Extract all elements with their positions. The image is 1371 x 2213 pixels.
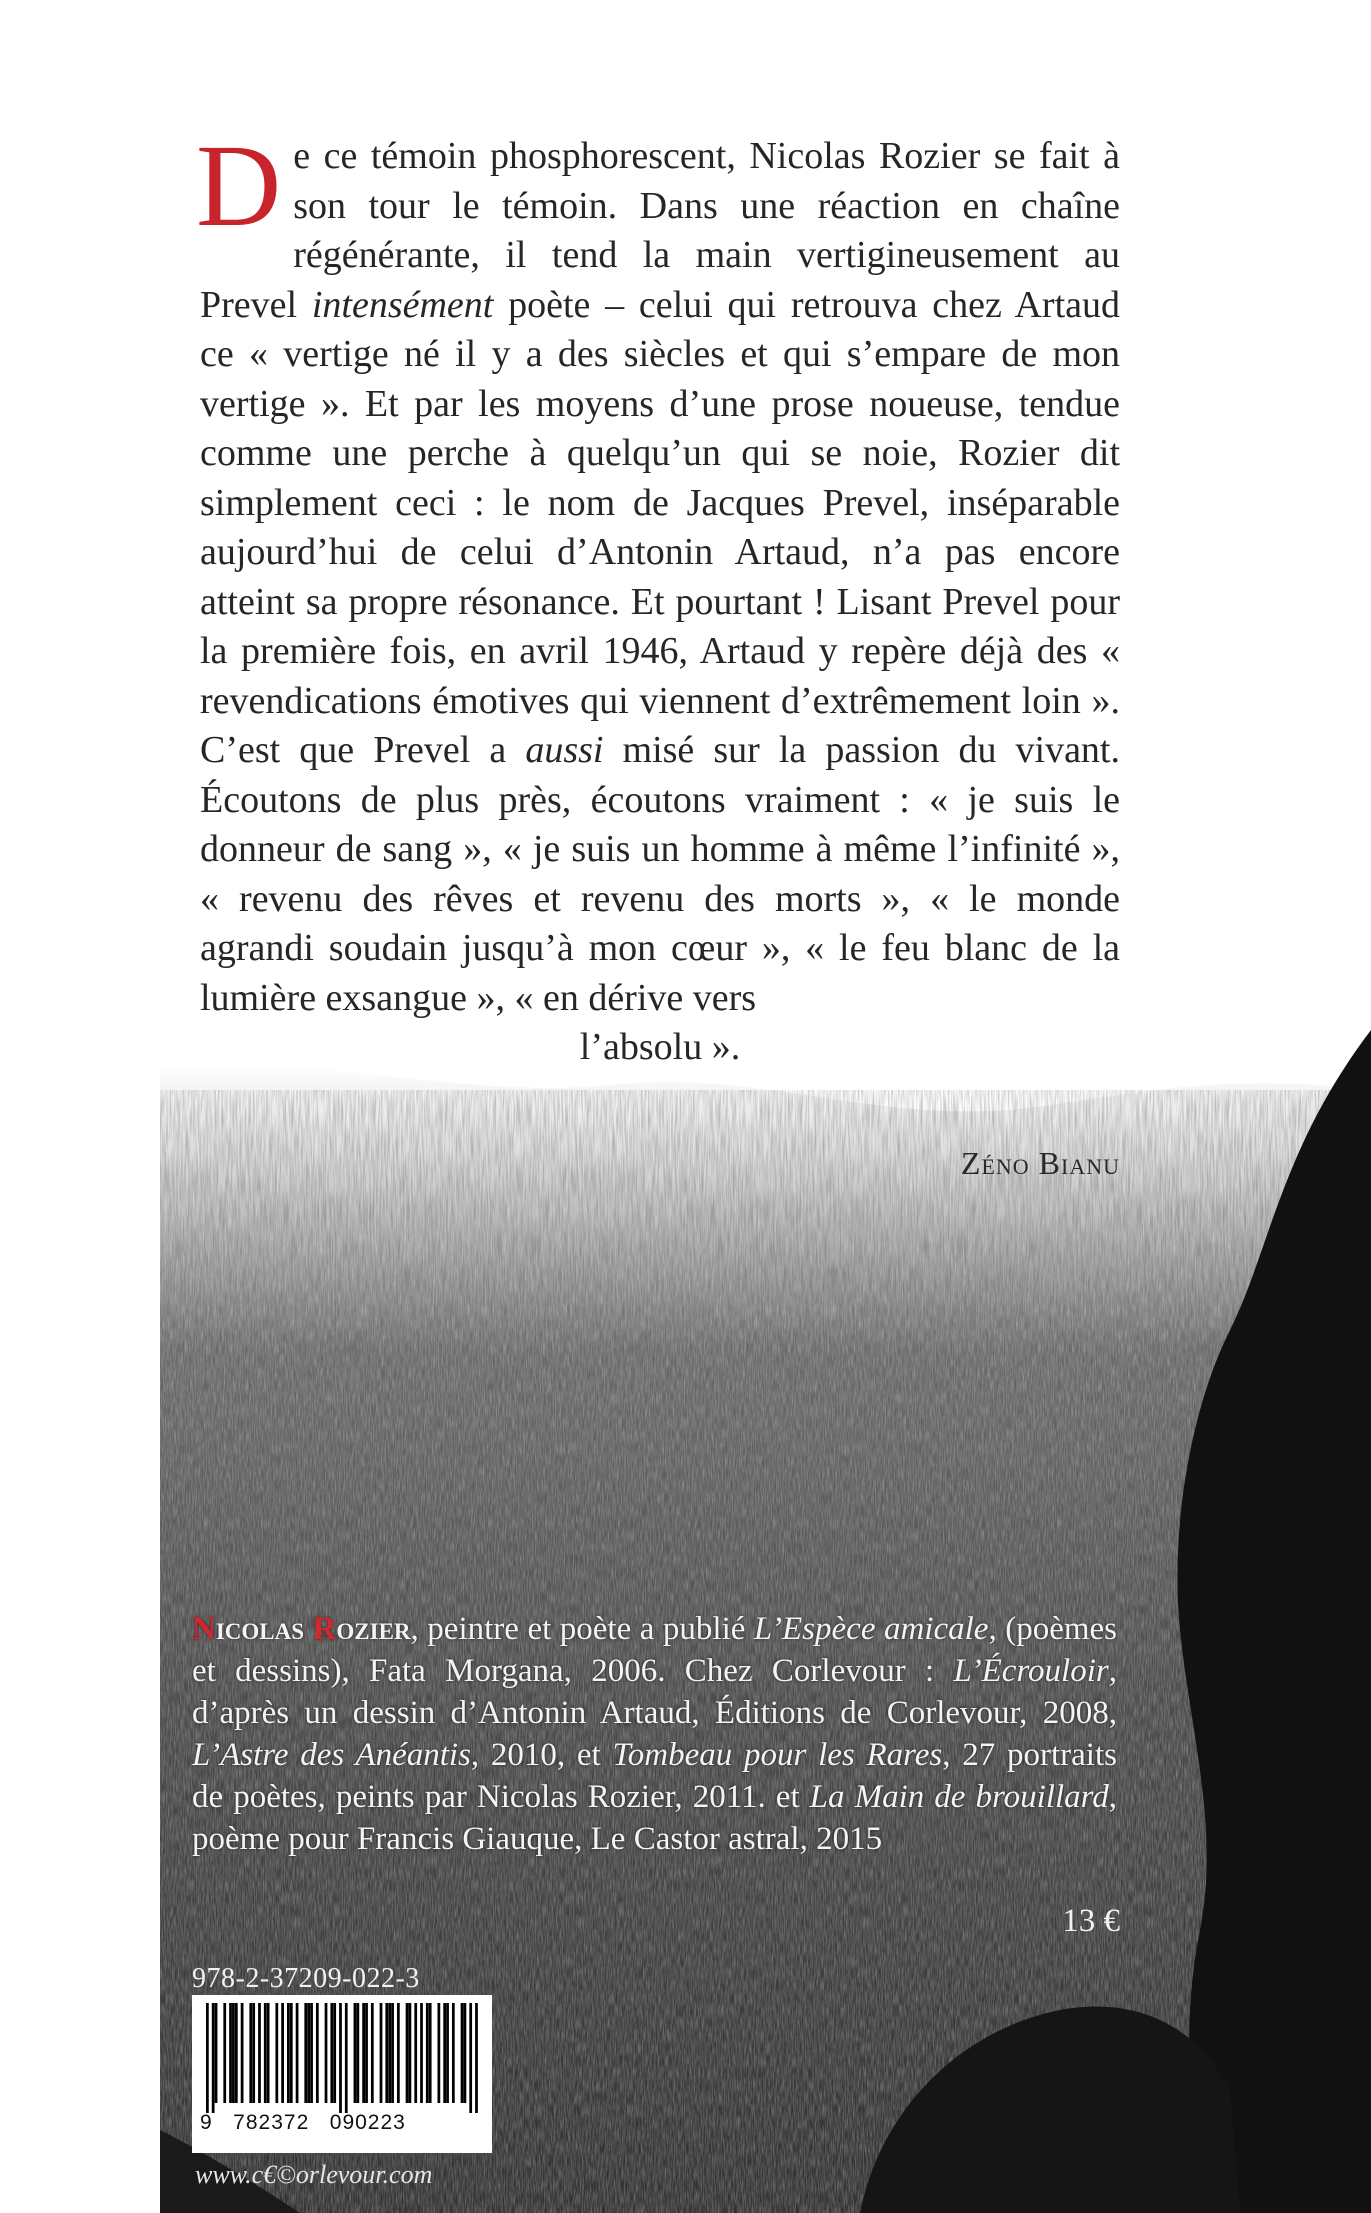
barcode-bar [206, 2003, 209, 2113]
barcode-bar [316, 2003, 319, 2103]
barcode-bar [388, 2003, 391, 2103]
isbn-number: 978-2-37209-022-3 [192, 1963, 420, 1994]
price: 13 € [1062, 1903, 1120, 1939]
barcode-bar [475, 2003, 478, 2113]
quote-segment-italic: intensément [311, 283, 494, 326]
bio-segment: , 2010, et [470, 1737, 613, 1773]
quote-text-block [196, 120, 1120, 1073]
barcode-bar [339, 2003, 342, 2113]
barcode-bar [371, 2003, 374, 2103]
barcode-bar [391, 2003, 394, 2103]
barcode-bar [223, 2003, 226, 2103]
quote-segment: e ce témoin phosphorescent, Nicolas Rozier se fait à son tour le témoin. Dans une réaction en chaîne régénérante, il tend la main vertigineusement au Prevel [200, 135, 1120, 326]
barcode-bar [249, 2003, 252, 2103]
drop-cap: D [196, 120, 282, 251]
barcode-bar [281, 2003, 284, 2103]
barcode-bar [461, 2003, 464, 2103]
barcode-bar [287, 2003, 290, 2103]
barcode-bar [446, 2003, 449, 2103]
barcode-bar [232, 2003, 235, 2103]
barcode-bar [275, 2003, 278, 2103]
bio-segment: , (poèmes et dessins), Fata Morgana, 2006. Chez Corlevour : [192, 1611, 1118, 1689]
barcode-bar [420, 2003, 423, 2103]
barcode-bar [307, 2003, 310, 2103]
barcode-bar [437, 2003, 440, 2103]
barcode-bar [304, 2003, 307, 2103]
barcode-bar [310, 2003, 313, 2103]
barcode-bars [206, 2003, 478, 2113]
name-initial: R [312, 1611, 337, 1647]
author-name [192, 1611, 411, 1647]
barcode-bar [252, 2003, 255, 2103]
name-initial: N [192, 1611, 216, 1647]
barcode-bar [354, 2003, 357, 2103]
bio-title: Tombeau pour les Rares [612, 1737, 943, 1773]
barcode-bar [452, 2003, 455, 2103]
quote-segment-italic: aussi [525, 729, 604, 771]
barcode-bar [429, 2003, 432, 2103]
bio-title: L’Astre des Anéantis [192, 1737, 471, 1773]
barcode-bar [356, 2003, 359, 2103]
bio-title: L’Écrouloir [953, 1653, 1109, 1689]
barcode-bar [409, 2003, 412, 2103]
barcode-bar [380, 2003, 383, 2103]
barcode-bar [264, 2003, 267, 2103]
barcode-bar [414, 2003, 417, 2103]
barcode-bar [469, 2003, 472, 2113]
barcode-bar [385, 2003, 388, 2103]
barcode-bar [267, 2003, 270, 2103]
quote-segment: poète – celui qui retrouva chez Artaud ce « vertige né il y a des siècles et qui s’empare de mon vertige ». Et par les moyens d’une prose noueuse, tendue comme une perche à quelqu’un qui se noie, Rozier dit simplement ceci : le nom de Jacques Prevel, inséparable aujourd’hui de celui d’Antonin Artaud, n’a pas encore atteint sa propre résonance. Et pourtant ! Lisant Prevel pour la première fois, en avril 1946, Artaud y repère déjà des « revendications émotives qui viennent d’extrêmement loin ». C’est que Prevel a [200, 283, 1120, 771]
bio-segment: , 27 portraits de poètes, peints par Nicolas Rozier, 2011. et [192, 1737, 1117, 1815]
barcode-bar [443, 2003, 446, 2103]
barcode-bar [212, 2003, 215, 2113]
barcode-bar [229, 2003, 232, 2103]
barcode-bar [362, 2003, 365, 2103]
barcode-bar [241, 2003, 244, 2103]
quote-signature: Zéno Bianu [960, 1145, 1120, 1181]
quote-segment: misé sur la passion du vivant. Écoutons de plus près, écoutons vraiment : « je suis le donneur de sang », « je suis un homme à même l’infinité », « revenu des rêves et revenu des morts », « le monde agrandi soudain jusqu’à mon cœur », « le feu blanc de la lumière exsangue », « en dérive vers [200, 729, 1120, 1019]
barcode-bar [258, 2003, 261, 2103]
barcode-bar [333, 2003, 336, 2103]
bio-title: La Main de brouillard [809, 1779, 1109, 1815]
barcode-bar [235, 2003, 238, 2103]
quote-paragraph [196, 120, 1120, 1023]
barcode-bar [325, 2003, 328, 2103]
publisher-website: www.c€©orlevour.com [195, 2160, 433, 2189]
barcode-bar [464, 2003, 467, 2103]
bio-segment: , d’après un dessin d’Antonin Artaud, Éditions de Corlevour, 2008, [192, 1653, 1117, 1731]
barcode-bar [426, 2003, 429, 2103]
barcode-bar [215, 2003, 218, 2103]
barcode-bar [365, 2003, 368, 2103]
barcode-digits: 9 782372 090223 [200, 2111, 406, 2134]
barcode-bar [330, 2003, 333, 2103]
quote-last-line: l’absolu ». [579, 1026, 741, 1068]
barcode [192, 1995, 492, 2153]
barcode-bar [397, 2003, 400, 2103]
barcode-bar [296, 2003, 299, 2103]
bio-segment: , peintre et poète a publié [410, 1611, 754, 1647]
name-first: icolas [215, 1611, 313, 1647]
author-bio [192, 1608, 1117, 1860]
barcode-bar [290, 2003, 293, 2103]
barcode-bar [406, 2003, 409, 2103]
bio-title: L’Espèce amicale [753, 1611, 989, 1647]
name-last: ozier [336, 1611, 411, 1647]
barcode-bar [345, 2003, 348, 2113]
bio-segment: , poème pour Francis Giauque, Le Castor astral, 2015 [192, 1779, 1117, 1857]
